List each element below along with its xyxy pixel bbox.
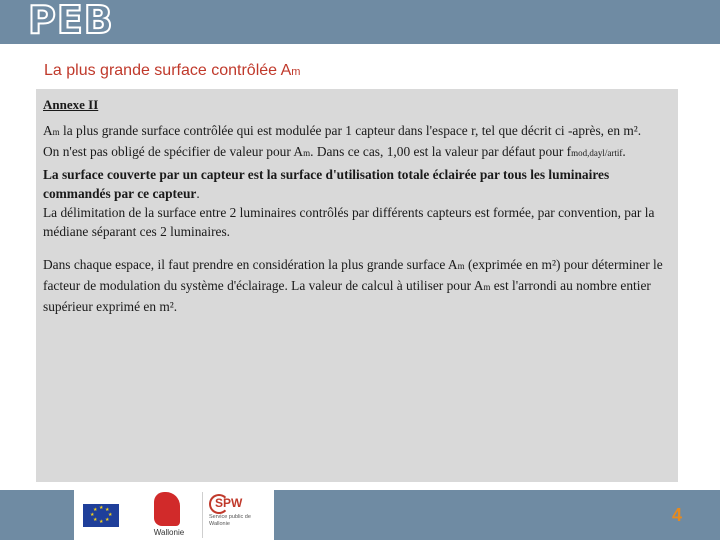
slide-title [44, 62, 300, 80]
annexe-heading: Annexe II [43, 97, 99, 112]
content-text [43, 95, 668, 316]
wallonie-label: Wallonie [153, 528, 185, 537]
text-run: la plus grande surface contrôlée qui est modulée par 1 capteur dans l'espace r, tel que décrit ci -après, en m². [59, 123, 642, 138]
text-subscript: m [303, 148, 311, 158]
text-run: On n'est pas obligé de spécifier de valeur pour A [43, 144, 304, 159]
text-subscript: m [483, 282, 491, 292]
text-run: (exprimée en m²) pour déterminer le facteur de modulation du système d'éclairage. La valeur de calcul à utiliser pour A [43, 257, 663, 293]
title-subscript: m [291, 66, 301, 78]
text-run: . [622, 144, 626, 159]
default-value-paragraph [43, 142, 668, 163]
text-run: A [43, 123, 53, 138]
spw-logo [202, 492, 269, 538]
title-main: La plus grande surface contrôlée A [44, 62, 292, 79]
rounding-paragraph [43, 255, 668, 316]
footer-logos [74, 490, 274, 540]
spw-name: SPW [215, 496, 243, 510]
text-run: . [196, 186, 200, 201]
rooster-icon [154, 492, 180, 526]
text-run: est l'arrondi au nombre entier supérieur exprimé en m². [43, 278, 651, 314]
eu-flag-icon: ★ ★ ★ ★ ★ ★ ★ ★ [82, 503, 120, 528]
content-panel [36, 89, 678, 482]
bold-definition [43, 165, 668, 203]
spw-text: Service public de Wallonie [209, 514, 251, 527]
text-subscript: mod,dayl/artif [571, 148, 623, 158]
text-subscript: m [52, 127, 60, 137]
wallonie-logo [146, 490, 192, 540]
text-run: Dans chaque espace, il faut prendre en considération la plus grande surface A [43, 257, 458, 272]
page-number: 4 [672, 505, 683, 525]
definition-paragraph [43, 121, 668, 142]
peb-logo: PEB [28, 0, 114, 42]
spacer [43, 241, 668, 255]
text-run: La surface couverte par un capteur est la surface d'utilisation totale éclairée par tous les luminaires commandés par ce capteur [43, 167, 610, 201]
text-run: . Dans ce cas, 1,00 est la valeur par défaut pour f [310, 144, 572, 159]
header-bar [0, 0, 720, 44]
text-subscript: m [457, 261, 465, 271]
delimitation-paragraph: La délimitation de la surface entre 2 luminaires contrôlés par différents capteurs est formée, par convention, par la médiane séparant ces 2 luminaires. [43, 205, 655, 239]
